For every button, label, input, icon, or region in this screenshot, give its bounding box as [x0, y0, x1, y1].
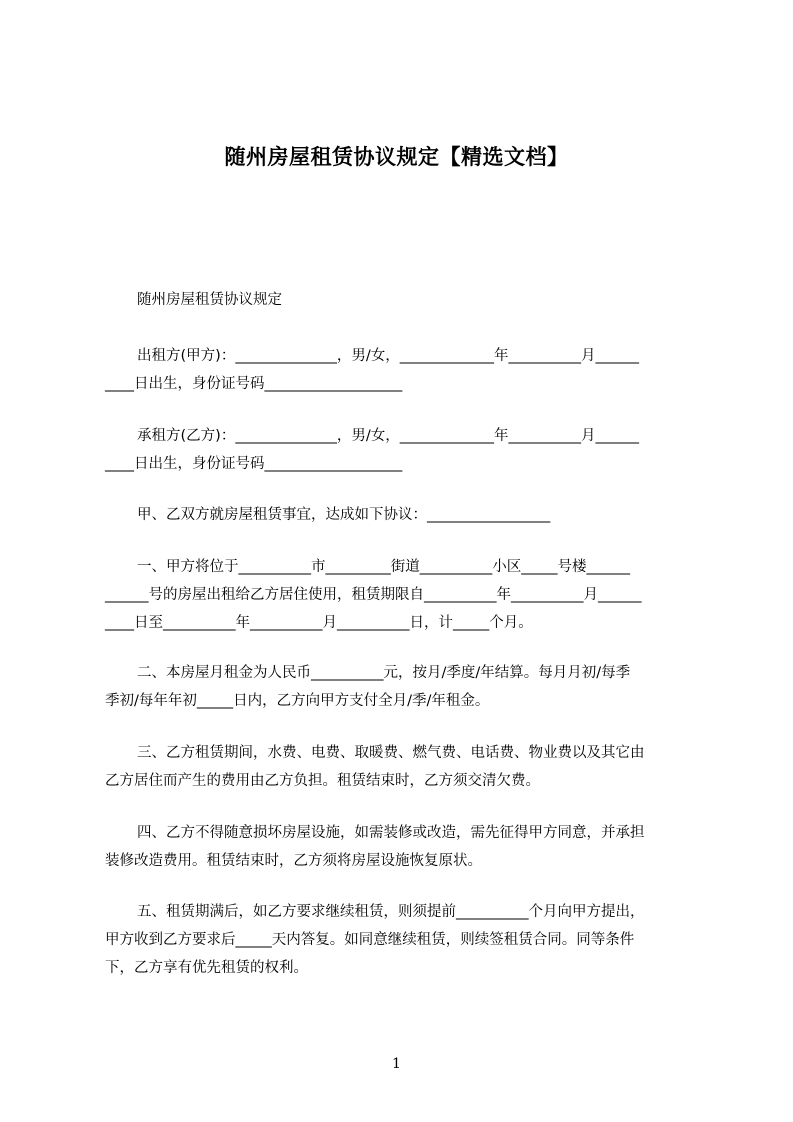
paragraph-intro — [105, 501, 703, 529]
paragraph-line: 四、乙方不得随意损坏房屋设施，如需装修或改造，需先征得甲方同意，并承担 — [137, 825, 645, 841]
paragraph-clause-3 — [105, 739, 703, 795]
paragraph-clause-5 — [105, 898, 703, 982]
paragraph-clause-4 — [105, 819, 703, 875]
paragraph-lessee — [105, 422, 703, 478]
paragraph-line: 下，乙方享有优先租赁的权利。 — [105, 960, 308, 976]
page-number: 1 — [392, 1056, 401, 1072]
paragraph-line: 二、本房屋月租金为人民币__________元，按月/季度/年结算。每月月初/每季 — [137, 665, 631, 681]
paragraph-line: ____日出生，身份证号码___________________ — [105, 376, 403, 392]
paragraph-line: ______号的房屋出租给乙方居住使用，租赁期限自__________年__________月______ — [105, 587, 642, 603]
paragraph-lessor — [105, 342, 703, 398]
paragraph-clause-1 — [105, 553, 703, 637]
paragraph-line: 五、租赁期满后，如乙方要求继续租赁，则须提前__________个月向甲方提出， — [137, 904, 645, 920]
paragraph-line: 季初/每年年初_____日内，乙方向甲方支付全月/季/年租金。 — [105, 693, 490, 709]
paragraph-line: 承租方(乙方)：______________，男/女，_____________年__________月______ — [137, 428, 639, 444]
paragraph-line: 一、甲方将位于__________市_________街道__________小区_____号楼______ — [137, 559, 630, 575]
document-subtitle: 随州房屋租赁协议规定 — [137, 292, 282, 308]
paragraph-line: ____日至__________年__________月__________日，计_____个月。 — [105, 615, 533, 631]
paragraph-line: 装修改造费用。租赁结束时，乙方须将房屋设施恢复原状。 — [105, 853, 482, 869]
paragraph-line: 三、乙方租赁期间，水费、电费、取暖费、燃气费、电话费、物业费以及其它由 — [137, 745, 645, 761]
paragraph-clause-2 — [105, 659, 703, 715]
document-title: 随州房屋租赁协议规定【精选文档】 — [224, 145, 569, 169]
paragraph-line: 甲方收到乙方要求后_____天内答复。如同意继续租赁，则续签租赁合同。同等条件 — [105, 932, 635, 948]
paragraph-line: 甲、乙双方就房屋租赁事宜，达成如下协议：_________________ — [137, 507, 551, 523]
paragraph-line: ____日出生，身份证号码___________________ — [105, 456, 403, 472]
paragraph-line: 乙方居住而产生的费用由乙方负担。租赁结束时，乙方须交清欠费。 — [105, 773, 540, 789]
paragraph-line: 出租方(甲方)：______________，男/女，_____________年__________月______ — [137, 348, 639, 364]
